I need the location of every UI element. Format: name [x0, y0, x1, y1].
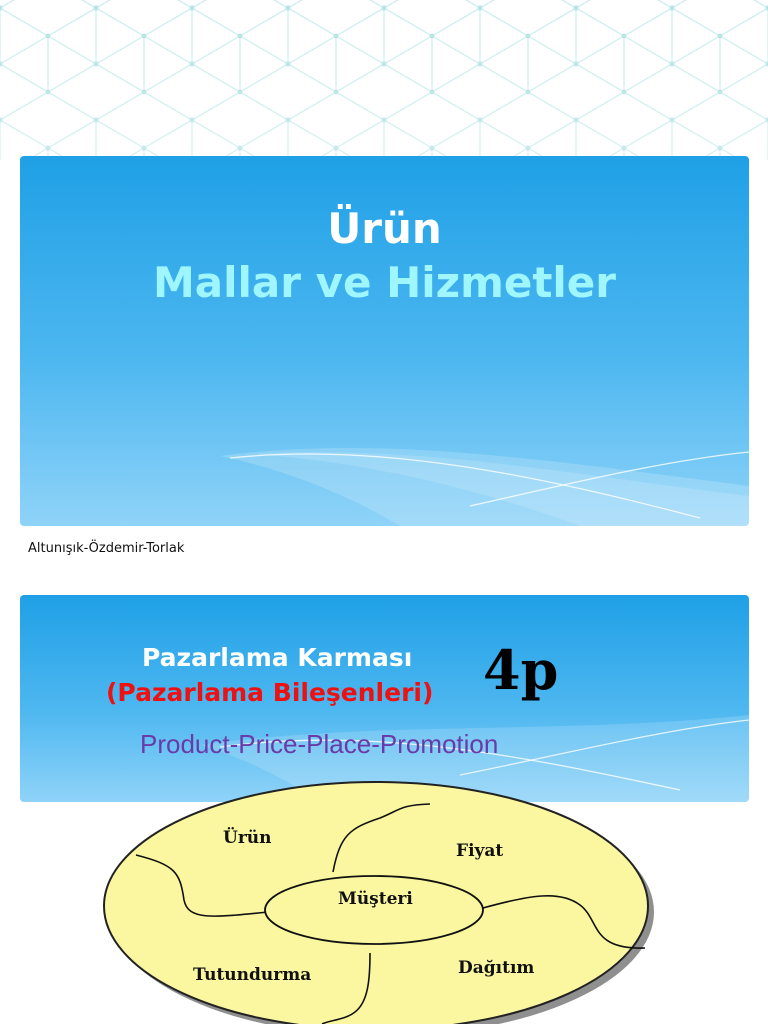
slide-title: Ürün: [327, 204, 442, 253]
hexagon-pattern-background: [0, 0, 768, 160]
label-tutundurma: Tutundurma: [193, 965, 312, 985]
4p-badge: 4p: [483, 638, 559, 702]
label-urun: Ürün: [223, 828, 272, 848]
author-credit: Altunışık-Özdemir-Torlak: [28, 541, 185, 556]
title-slide: [20, 156, 749, 526]
label-dagitim: Dağıtım: [458, 958, 535, 978]
marketing-mix-diagram: [0, 780, 768, 1024]
slide-title: Pazarlama Karması: [142, 643, 413, 672]
slide-subtitle: Product-Price-Place-Promotion: [140, 729, 499, 759]
label-fiyat: Fiyat: [456, 841, 504, 861]
slide-title-secondary: (Pazarlama Bileşenleri): [106, 678, 434, 707]
marketing-mix-slide: [20, 595, 749, 802]
slide-subtitle: Mallar ve Hizmetler: [152, 258, 616, 307]
label-musteri: Müşteri: [338, 889, 413, 909]
